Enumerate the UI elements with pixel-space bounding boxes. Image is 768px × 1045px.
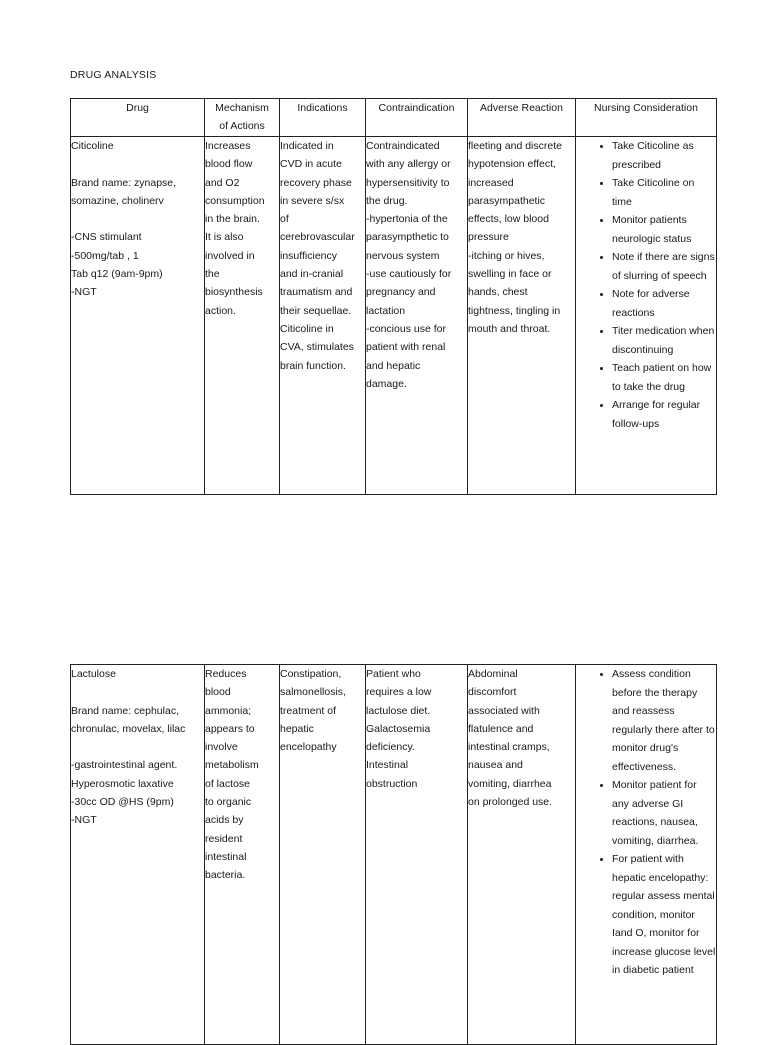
mechanism-cell: Reduces blood ammonia; appears to involve metabolism of lactose to organic acids by resident intestinal bacteria. [205,665,280,1045]
list-item: • Teach patient on how to take the drug [612,359,716,396]
drug-cell: Lactulose Brand name: cephulac, chronulac, movelax, lilac -gastrointestinal agent. Hyperosmotic laxative -30cc OD @HS (9pm) -NGT [71,665,205,1045]
list-item: • Take Citicoline on time [612,174,716,211]
adverse-reaction-cell: fleeting and discrete hypotension effect, increased parasympathetic effects, low blood pressure -itching or hives, swelling in face or hands, chest tightness, tingling in mouth and throat. [468,137,576,495]
nursing-consideration-cell [576,665,717,1045]
indications-cell: Constipation, salmonellosis, treatment of hepatic encelopathy [280,665,366,1045]
drug-cell: Citicoline Brand name: zynapse, somazine, cholinerv -CNS stimulant -500mg/tab , 1 Tab q12 (9am-9pm) -NGT [71,137,205,495]
mechanism-cell: Increases blood flow and O2 consumption in the brain. It is also involved in the biosynthesis action. [205,137,280,495]
drug-table-lactulose [70,664,717,1045]
list-item: • Note if there are signs of slurring of speech [612,248,716,285]
header-nursing-consideration: Nursing Consideration [576,99,717,137]
list-item: • Monitor patients neurologic status [612,211,716,248]
list-item: • Assess condition before the therapy and reassess regularly there after to monitor drug's effectiveness. [612,665,716,776]
table-row [71,665,717,1045]
table-header-row [71,99,717,137]
document-title: DRUG ANALYSIS [70,69,157,81]
nursing-list [576,665,716,980]
header-mechanism: Mechanism of Actions [205,99,280,137]
list-item: • Titer medication when discontinuing [612,322,716,359]
header-adverse-reaction: Adverse Reaction [468,99,576,137]
list-item: • Take Citicoline as prescribed [612,137,716,174]
header-indications: Indications [280,99,366,137]
list-item: • Note for adverse reactions [612,285,716,322]
table-row [71,137,717,495]
nursing-consideration-cell [576,137,717,495]
contraindication-cell: Patient who requires a low lactulose diet. Galactosemia deficiency. Intestinal obstruction [366,665,468,1045]
indications-cell: Indicated in CVD in acute recovery phase in severe s/sx of cerebrovascular insufficiency and in-cranial traumatism and their sequellae. Citicoline in CVA, stimulates brain function. [280,137,366,495]
header-contraindication: Contraindication [366,99,468,137]
contraindication-cell: Contraindicated with any allergy or hypersensitivity to the drug. -hypertonia of the parasympthetic to nervous system -use cautiously for pregnancy and lactation -concious use for patient with renal and hepatic damage. [366,137,468,495]
header-drug: Drug [71,99,205,137]
list-item: • Monitor patient for any adverse GI reactions, nausea, vomiting, diarrhea. [612,776,716,850]
nursing-list [576,137,716,433]
drug-table-citicoline [70,98,717,495]
list-item: • Arrange for regular follow-ups [612,396,716,433]
list-item: • For patient with hepatic encelopathy: regular assess mental condition, monitor Iand O, monitor for increase glucose level in diabetic patient [612,850,716,980]
adverse-reaction-cell: Abdominal discomfort associated with flatulence and intestinal cramps, nausea and vomiting, diarrhea on prolonged use. [468,665,576,1045]
